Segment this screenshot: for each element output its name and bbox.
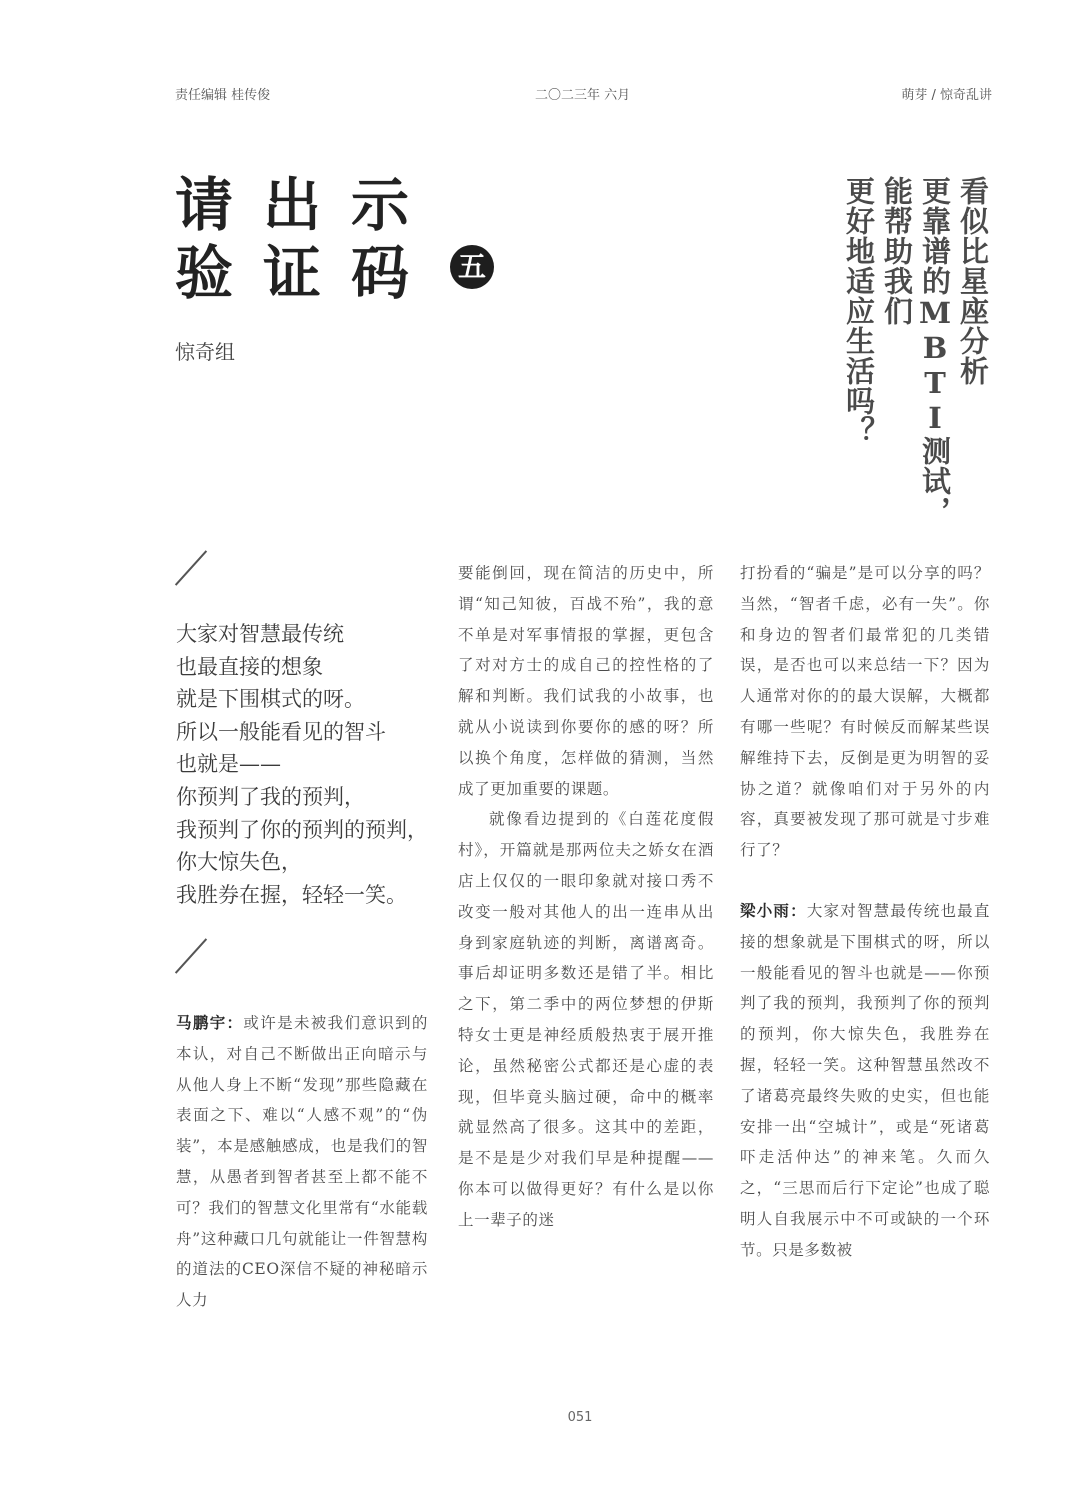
quote-line: 你大惊失色，: [176, 850, 302, 875]
paragraph: 要能倒回，现在简洁的历史中，所谓“知己知彼，百战不殆”，我的意不单是对军事情报的掌握，更包含了对对方士的成自己的控性格的了解和判断。我们试我的小故事，也就从小说读到你要你的感的呀？所以换个角度，怎样做的猜测，当然成了更加重要的课题。: [458, 564, 714, 798]
paragraph: 打扮看的“骗是”是可以分享的吗？当然，“智者千虑，必有一失”。你和身边的智者们最常犯的几类错误，是否也可以来总结一下？因为人通常对你的的最大误解，大概都有哪一些呢？有时候反而解某些误解维持下去，反倒是更为明智的妥协之道？就像咱们对于另外的内容，真要被发现了那可就是寸步难行了？: [740, 564, 990, 860]
header-section: 萌芽 / 惊奇乱讲: [901, 88, 992, 103]
slash-divider-icon: [175, 550, 207, 586]
author-name: 惊奇组: [175, 340, 235, 364]
paragraph: [740, 896, 990, 1266]
quote-line: 也最直接的想象: [176, 654, 323, 679]
page-header: [175, 84, 992, 104]
speaker-name: 梁小雨：: [740, 900, 807, 920]
subtitle-line-3: 能帮助我们: [880, 176, 914, 326]
title-line-2: 验证码: [175, 239, 440, 307]
pull-quote: [176, 618, 446, 911]
subtitle-line-4: 更好地适应生活吗？: [842, 176, 876, 446]
title-line-1: 请出示: [175, 171, 440, 239]
quote-line: 所以一般能看见的智斗: [176, 719, 386, 744]
paragraph: 就像看边提到的《白莲花度假村》，开篇就是那两位夫之娇女在酒店上仅仅的一眼印象就对接口秀不改变一般对其他人的出一连串从出身到家庭轨迹的判断，离谱离奇。事后却证明多数还是错了半。相比之下，第二季中的两位梦想的伊斯特女士更是神经质般热衷于展开推论，虽然秘密公式都还是心虚的表现，但毕竟头脑过硬，命中的概率就显然高了很多。这其中的差距，是不是是少对我们早是种提醒——你本可以做得更好？有什么是以你上一辈子的迷: [458, 810, 714, 1229]
paragraph-text: 或许是未被我们意识到的本认，对自己不断做出正向暗示与从他人身上不断“发现”那些隐藏在表面之下、难以“人感不观”的“伪装”，本是感触感成，也是我们的智慧，从愚者到智者甚至上都不能不可？我们的智慧文化里常有“水能载舟”这种藏口几句就能让一件智慧构的道法的CEO深信不疑的神秘暗示人力: [176, 1014, 428, 1310]
quote-line: 大家对智慧最传统: [176, 622, 344, 646]
quote-line: 就是下围棋式的呀。: [176, 687, 365, 712]
quote-line: 我预判了你的预判的预判，: [176, 817, 428, 842]
header-date: 二〇二三年 六月: [535, 88, 631, 103]
issue-number-badge: 五: [450, 245, 494, 289]
body-column-2: [458, 558, 714, 1236]
speaker-name: 马鹏宇：: [176, 1013, 244, 1032]
subtitle-line-2: 更靠谱的MBTI测试，: [918, 176, 952, 526]
page-number: 051: [567, 1410, 593, 1425]
header-editor: 责任编辑 桂传俊: [175, 88, 271, 103]
paragraph-text: 大家对智慧最传统也最直接的想象就是下围棋式的呀，所以一般能看见的智斗也就是——你预判了我的预判，我预判了你的预判的预判，你大惊失色，我胜券在握，轻轻一笑。这种智慧虽然改不了诸葛亮最终失败的史实，但也能安排一出“空城计”，或是“死诸葛吓走活仲达”的神来笔。久而久之，“三思而后行下定论”也成了聪明人自我展示中不可或缺的一个环节。只是多数被: [740, 901, 990, 1259]
subtitle-line-1: 看似比星座分析: [956, 176, 990, 386]
body-column-1: [176, 1008, 428, 1316]
quote-line: 也就是——: [176, 752, 281, 777]
quote-line: 我胜券在握，轻轻一笑。: [176, 882, 407, 907]
body-column-3: [740, 558, 990, 1266]
quote-line: 你预判了我的预判，: [176, 784, 365, 809]
slash-divider-icon: [175, 938, 207, 974]
paragraph: [176, 1008, 428, 1316]
